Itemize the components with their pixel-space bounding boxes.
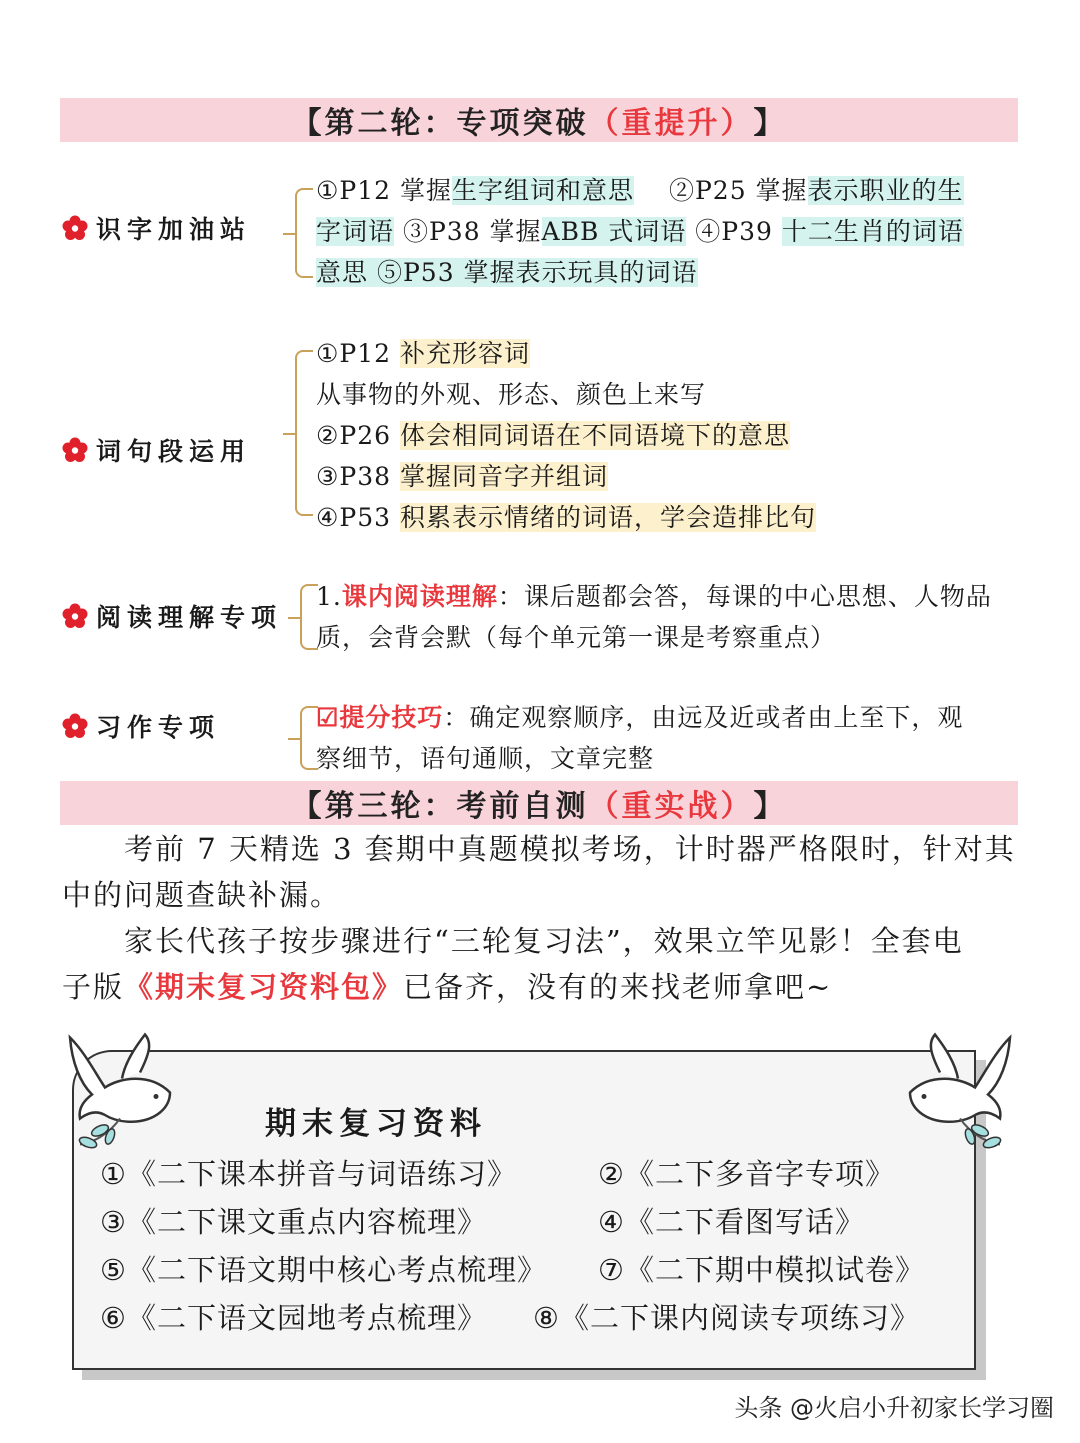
paragraph-2: [62, 918, 1022, 1010]
section-label-yuedu: [62, 598, 282, 634]
highlight: ABB 式词语: [541, 217, 687, 246]
accent-text: 课内阅读理解: [341, 582, 498, 611]
brace: [295, 350, 313, 516]
section-label-text: 习作专项: [96, 713, 221, 742]
section-label-text: 阅读理解专项: [96, 603, 283, 632]
section-label-xizuo: [62, 708, 220, 744]
para1-line-2: 中的问题查缺补漏。: [62, 878, 342, 912]
box-item: ⑤《二下语文期中核心考点梳理》: [100, 1253, 547, 1287]
shizi-line-2: [316, 211, 1056, 252]
text: ④P39: [686, 217, 782, 246]
text: 1.: [316, 582, 342, 611]
xizuo-content: [316, 697, 1056, 779]
highlight: 字词语: [316, 217, 395, 246]
cijuduan-line-3: [316, 415, 1016, 456]
dove-left-icon: [55, 1030, 180, 1155]
text: ③P38 掌握: [394, 217, 542, 246]
round2-title: 【第二轮：专项突破: [291, 106, 589, 141]
para1-line-1: 考前 7 天精选 3 套期中真题模拟考场，计时器严格限时，针对其: [124, 832, 1016, 866]
text: ②P25 掌握: [634, 176, 808, 205]
section-label-text: 识字加油站: [96, 215, 252, 244]
flower-icon: [62, 437, 88, 463]
cijuduan-line-1: [316, 333, 1016, 374]
para2-line-2: [62, 964, 1022, 1010]
text: 从事物的外观、形态、颜色上来写: [316, 380, 707, 409]
round3-accent: （重实战）: [588, 789, 754, 824]
round2-banner: [60, 98, 1018, 142]
highlight: 积累表示情绪的词语，学会造排比句: [400, 503, 817, 532]
yuedu-content: [316, 576, 1056, 658]
yuedu-line-2: 质，会背会默（每个单元第一课是考察重点）: [316, 623, 837, 652]
box-item: ②《二下多音字专项》: [598, 1157, 895, 1191]
box-item: ⑦《二下期中模拟试卷》: [598, 1253, 925, 1287]
section-label-cijuduan: [62, 432, 251, 468]
text: ③P38: [316, 462, 400, 491]
box-item: ⑧《二下课内阅读专项练习》: [533, 1301, 920, 1335]
cijuduan-line-2: [316, 374, 1016, 415]
cijuduan-content: [316, 333, 1016, 538]
yuedu-line-1: [316, 576, 1056, 617]
round3-banner: [60, 781, 1018, 825]
section-label-shizi: [62, 210, 251, 246]
shizi-content: [316, 170, 1056, 293]
flower-icon: [62, 603, 88, 629]
text: ：确定观察顺序，由远及近或者由上至下，观: [443, 703, 964, 732]
highlight: 掌握同音字并组词: [400, 462, 609, 491]
round2-suffix: 】: [753, 106, 787, 141]
watermark: 头条 @火启小升初家长学习圈: [734, 1394, 1054, 1422]
highlight: 体会相同词语在不同语境下的意思: [400, 421, 791, 450]
text: 子版: [62, 970, 125, 1004]
round3-suffix: 】: [753, 789, 787, 824]
text: 已备齐，没有的来找老师拿吧~: [403, 970, 833, 1004]
box-title: 期末复习资料: [265, 1106, 487, 1142]
flower-icon: [62, 215, 88, 241]
cijuduan-line-4: [316, 456, 1016, 497]
section-label-text: 词句段运用: [96, 437, 252, 466]
dove-right-icon: [900, 1030, 1025, 1155]
highlight: ⑤P53 掌握表示玩具的词语: [368, 258, 698, 287]
text: ④P53: [316, 503, 400, 532]
round2-accent: （重提升）: [588, 106, 754, 141]
highlight: 生字组词和意思: [452, 176, 635, 205]
box-item: ⑥《二下语文园地考点梳理》: [100, 1301, 487, 1335]
highlight: 十二生肖的词语: [781, 217, 964, 246]
xizuo-line-1: [316, 697, 1056, 738]
para2-line-1: 家长代孩子按步骤进行“三轮复习法”，效果立竿见影！全套电: [124, 924, 964, 958]
paragraph-1: [62, 826, 1022, 918]
shizi-line-1: [316, 170, 1056, 211]
highlight: 表示职业的生: [807, 176, 964, 205]
text: ①P12: [316, 339, 400, 368]
box-item: ③《二下课文重点内容梳理》: [100, 1205, 487, 1239]
shizi-line-3: [316, 252, 1056, 293]
package-title: 《期末复习资料包》: [124, 970, 404, 1004]
highlight: 补充形容词: [400, 339, 531, 368]
flower-icon: [62, 713, 88, 739]
box-item: ④《二下看图写话》: [598, 1205, 865, 1239]
accent-text: ☑提分技巧: [316, 703, 444, 732]
text: ①P12 掌握: [316, 176, 452, 205]
text: ②P26: [316, 421, 400, 450]
cijuduan-line-5: [316, 497, 1016, 538]
box-item: ①《二下课本拼音与词语练习》: [100, 1157, 517, 1191]
text: ：课后题都会答，每课的中心思想、人物品: [497, 582, 992, 611]
round3-title: 【第三轮：考前自测: [291, 789, 589, 824]
highlight: 意思: [316, 258, 369, 287]
brace: [295, 188, 313, 278]
xizuo-line-2: 察细节，语句通顺，文章完整: [316, 744, 655, 773]
